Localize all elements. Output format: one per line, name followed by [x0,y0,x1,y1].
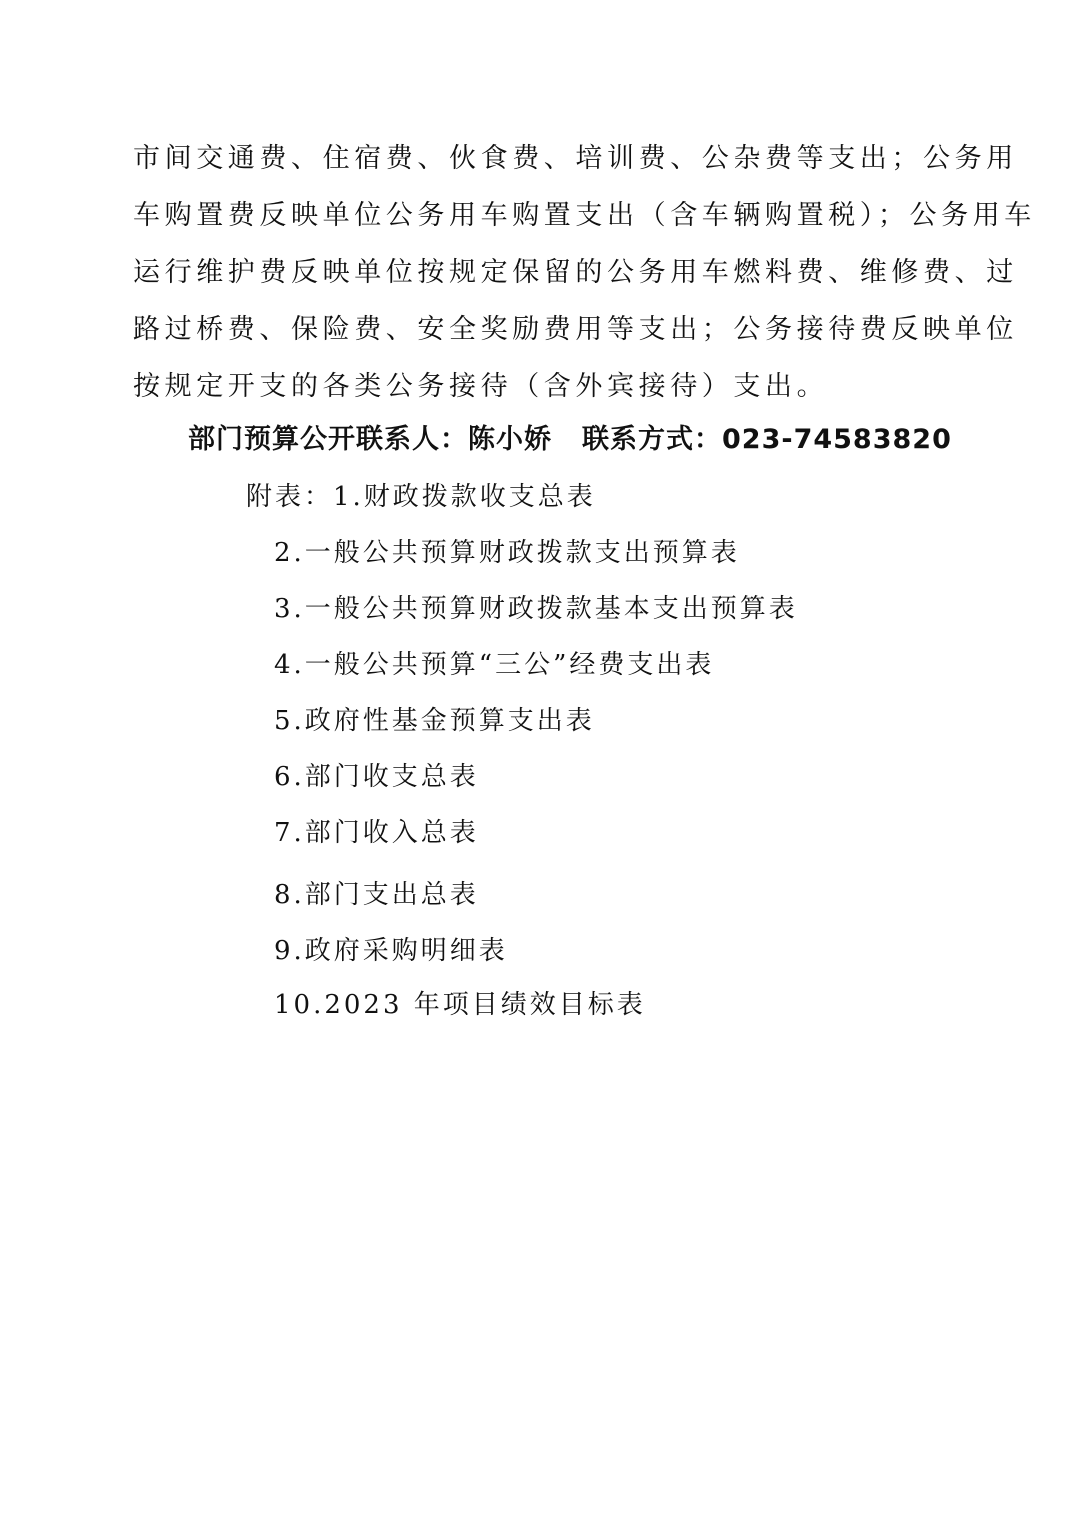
contact-phone: 联系方式：023-74583820 [582,424,952,455]
attachment-item: 2.一般公共预算财政拨款支出预算表 [274,538,740,568]
attachment-item: 5.政府性基金预算支出表 [274,706,595,736]
paragraph-line: 路过桥费、保险费、安全奖励费用等支出；公务接待费反映单位 [133,314,1018,345]
attachment-item: 10.2023 年项目绩效目标表 [274,990,646,1020]
body-paragraph [133,130,1036,415]
attachment-item: 6.部门收支总表 [274,762,479,792]
paragraph-line: 车购置费反映单位公务用车购置支出（含车辆购置税）；公务用车 [133,200,1036,231]
paragraph-line: 运行维护费反映单位按规定保留的公务用车燃料费、维修费、过 [133,257,1018,288]
contact-line [188,416,952,464]
attachment-item: 4.一般公共预算“三公”经费支出表 [274,650,715,680]
paragraph-line: 按规定开支的各类公务接待（含外宾接待）支出。 [133,371,829,402]
attachment-item: 9.政府采购明细表 [274,936,508,966]
paragraph-line: 市间交通费、住宿费、伙食费、培训费、公杂费等支出；公务用 [133,143,1018,174]
attachment-item: 8.部门支出总表 [274,880,479,910]
attachments-title: 附表：1.财政拨款收支总表 [246,482,596,512]
attachment-item: 7.部门收入总表 [274,818,479,848]
contact-person: 部门预算公开联系人：陈小娇 [188,424,552,455]
attachment-item: 3.一般公共预算财政拨款基本支出预算表 [274,594,798,624]
